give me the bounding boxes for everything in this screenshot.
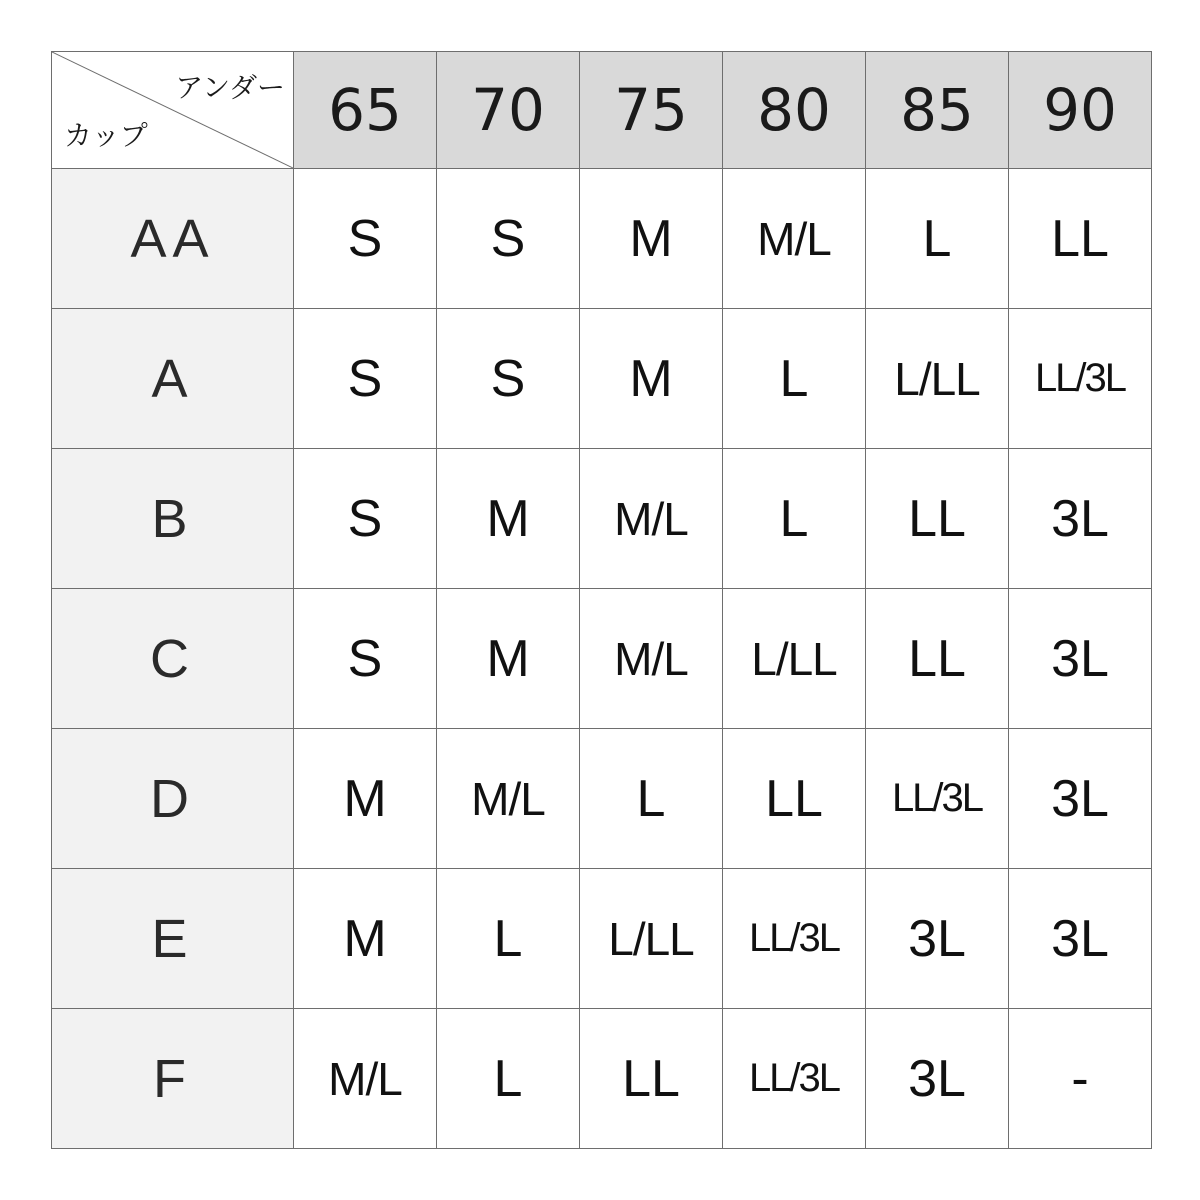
size-cell: 3L [1009,589,1152,729]
under-size-header: 70 [437,52,580,169]
size-cell: LL/3L [723,1009,866,1149]
cup-size-header: B [52,449,294,589]
size-cell: M [580,169,723,309]
size-cell: L/LL [723,589,866,729]
table-row [52,169,1152,309]
cup-size-header: E [52,869,294,1009]
table-row [52,589,1152,729]
table-row [52,449,1152,589]
table-row [52,729,1152,869]
size-cell: LL [1009,169,1152,309]
size-cell: M/L [723,169,866,309]
size-cell: S [437,309,580,449]
size-chart-body [52,169,1152,1149]
under-size-header: 85 [866,52,1009,169]
size-cell: S [294,169,437,309]
size-cell: LL/3L [866,729,1009,869]
cup-size-header: C [52,589,294,729]
size-cell: 3L [1009,869,1152,1009]
size-cell: L [723,309,866,449]
size-cell: M [294,729,437,869]
size-cell: M/L [580,449,723,589]
size-cell: LL/3L [1009,309,1152,449]
size-cell: LL [866,589,1009,729]
under-size-header: 90 [1009,52,1152,169]
size-cell: 3L [1009,729,1152,869]
size-cell: L/LL [580,869,723,1009]
size-cell: S [294,309,437,449]
size-cell: - [1009,1009,1152,1149]
cup-size-header: F [52,1009,294,1149]
size-cell: S [294,589,437,729]
size-cell: LL [866,449,1009,589]
size-cell: L [866,169,1009,309]
size-cell: LL/3L [723,869,866,1009]
cup-label: カップ [64,119,148,152]
size-cell: 3L [866,1009,1009,1149]
cup-size-header: D [52,729,294,869]
size-cell: M [437,449,580,589]
size-cell: L [723,449,866,589]
size-cell: LL [580,1009,723,1149]
size-cell: L [437,869,580,1009]
table-row [52,1009,1152,1149]
cup-size-header: AA [52,169,294,309]
size-cell: M [294,869,437,1009]
cup-size-header: A [52,309,294,449]
header-row [52,52,1152,169]
size-cell: 3L [866,869,1009,1009]
size-chart-table [51,51,1152,1149]
size-cell: M/L [294,1009,437,1149]
under-size-header: 75 [580,52,723,169]
size-cell: 3L [1009,449,1152,589]
size-cell: M/L [437,729,580,869]
size-cell: L [580,729,723,869]
under-bust-label: アンダー [175,71,285,104]
size-cell: S [437,169,580,309]
table-row [52,869,1152,1009]
size-cell: M/L [580,589,723,729]
size-cell: S [294,449,437,589]
table-row [52,309,1152,449]
size-cell: LL [723,729,866,869]
corner-header-cell [52,52,294,169]
under-size-header: 80 [723,52,866,169]
under-size-header: 65 [294,52,437,169]
size-cell: M [437,589,580,729]
size-cell: L/LL [866,309,1009,449]
size-cell: M [580,309,723,449]
size-cell: L [437,1009,580,1149]
